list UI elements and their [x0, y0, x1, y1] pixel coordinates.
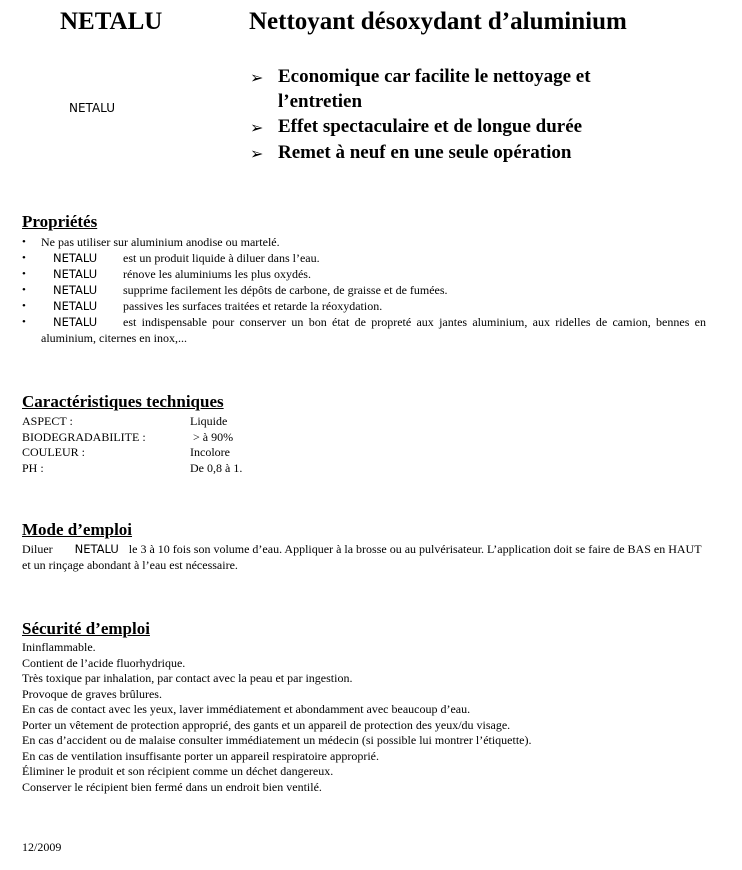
spec-label: BIODEGRADABILITE :: [22, 429, 146, 444]
highlight-item: [250, 114, 670, 140]
securite-line: Porter un vêtement de protection approprié, des gants et un appareil de protection des yeux/du visage.: [22, 717, 511, 732]
brand-title: NETALU: [60, 8, 163, 35]
product-name: NETALU: [53, 267, 98, 281]
highlight-item: [250, 64, 670, 114]
arrow-bullet-icon: ➢: [250, 68, 264, 87]
list-item-text: est indispensable pour conserver un bon état de propreté aux jantes aluminium, aux ridelles de camion, bennes en aluminium, citernes en inox,...: [41, 315, 706, 345]
mode-prefix: Diluer: [22, 542, 53, 556]
securite-line: En cas de contact avec les yeux, laver immédiatement et abondamment avec beaucoup d’eau.: [22, 702, 471, 716]
securite-line: En cas de ventilation insuffisante porter un appareil respiratoire approprié.: [22, 748, 379, 763]
section-title-caracteristiques: Caractéristiques techniques: [22, 392, 224, 411]
section-title-securite: Sécurité d’emploi: [22, 619, 150, 638]
securite-line: Ininflammable.: [22, 640, 96, 654]
product-name: NETALU: [53, 299, 98, 313]
securite-line: Contient de l’acide fluorhydrique.: [22, 655, 186, 670]
bullet-icon: •: [22, 236, 26, 248]
list-item-text: Ne pas utiliser sur aluminium anodise ou martelé.: [41, 235, 280, 249]
list-item-text: rénove les aluminiums les plus oxydés.: [123, 267, 311, 281]
bullet-icon: •: [22, 316, 26, 328]
list-item: [22, 282, 706, 298]
bullet-icon: •: [22, 284, 26, 296]
list-item: [22, 250, 706, 266]
securite-list: [22, 640, 532, 795]
list-item-text: est un produit liquide à diluer dans l’eau.: [123, 251, 320, 265]
bullet-icon: •: [22, 268, 26, 280]
bullet-icon: •: [22, 300, 26, 312]
mode-emploi-text: [22, 541, 706, 573]
highlight-text: Economique car facilite le nettoyage et l’entretien: [278, 66, 591, 112]
securite-line: Provoque de graves brûlures.: [22, 686, 162, 701]
securite-line: Conserver le récipient bien fermé dans un endroit bien ventilé.: [22, 779, 322, 794]
proprietes-list: [22, 234, 706, 346]
list-item: [22, 234, 706, 250]
table-row: [22, 413, 242, 429]
securite-line: Très toxique par inhalation, par contact avec la peau et par ingestion.: [22, 671, 353, 685]
securite-line: En cas d’accident ou de malaise consulter immédiatement un médecin (si possible lui montrer l’étiquette).: [22, 733, 532, 747]
spec-label: ASPECT :: [22, 414, 73, 428]
product-name: NETALU: [53, 251, 98, 265]
highlight-text: Remet à neuf en une seule opération: [278, 142, 572, 163]
table-row: [22, 460, 242, 476]
section-title-proprietes: Propriétés: [22, 212, 98, 231]
list-item: [22, 298, 706, 314]
document-date: 12/2009: [22, 840, 62, 854]
mode-body: le 3 à 10 fois son volume d’eau. Appliquer à la brosse ou au pulvérisateur. L’application doit se faire de BAS en HAUT et un rinçage abondant à l’eau est nécessaire.: [22, 542, 702, 572]
bullet-icon: •: [22, 252, 26, 264]
table-row: [22, 444, 242, 460]
product-name: NETALU: [74, 542, 119, 556]
securite-line: Éliminer le produit et son récipient comme un déchet dangereux.: [22, 764, 334, 778]
spec-label: COULEUR :: [22, 445, 85, 459]
spec-label: PH :: [22, 460, 44, 475]
spec-value: Incolore: [190, 445, 230, 459]
list-item: [22, 266, 706, 282]
highlight-item: [250, 140, 670, 166]
section-title-mode-emploi: Mode d’emploi: [22, 520, 133, 539]
specs-table: [22, 413, 242, 475]
product-name: NETALU: [53, 315, 98, 329]
table-row: [22, 429, 242, 445]
product-name: NETALU: [53, 283, 98, 297]
page-title: Nettoyant désoxydant d’aluminium: [249, 8, 627, 35]
highlight-text: Effet spectaculaire et de longue durée: [278, 116, 583, 137]
list-item: [22, 314, 706, 346]
spec-value: De 0,8 à 1.: [190, 460, 243, 475]
list-item-text: passives les surfaces traitées et retarde la réoxydation.: [123, 299, 383, 313]
spec-value: Liquide: [190, 414, 228, 428]
arrow-bullet-icon: ➢: [250, 118, 264, 137]
list-item-text: supprime facilement les dépôts de carbone, de graisse et de fumées.: [123, 283, 448, 297]
spec-value: > à 90%: [190, 429, 234, 444]
brand-label: NETALU: [69, 101, 116, 115]
arrow-bullet-icon: ➢: [250, 144, 264, 163]
highlights-list: [250, 64, 670, 166]
